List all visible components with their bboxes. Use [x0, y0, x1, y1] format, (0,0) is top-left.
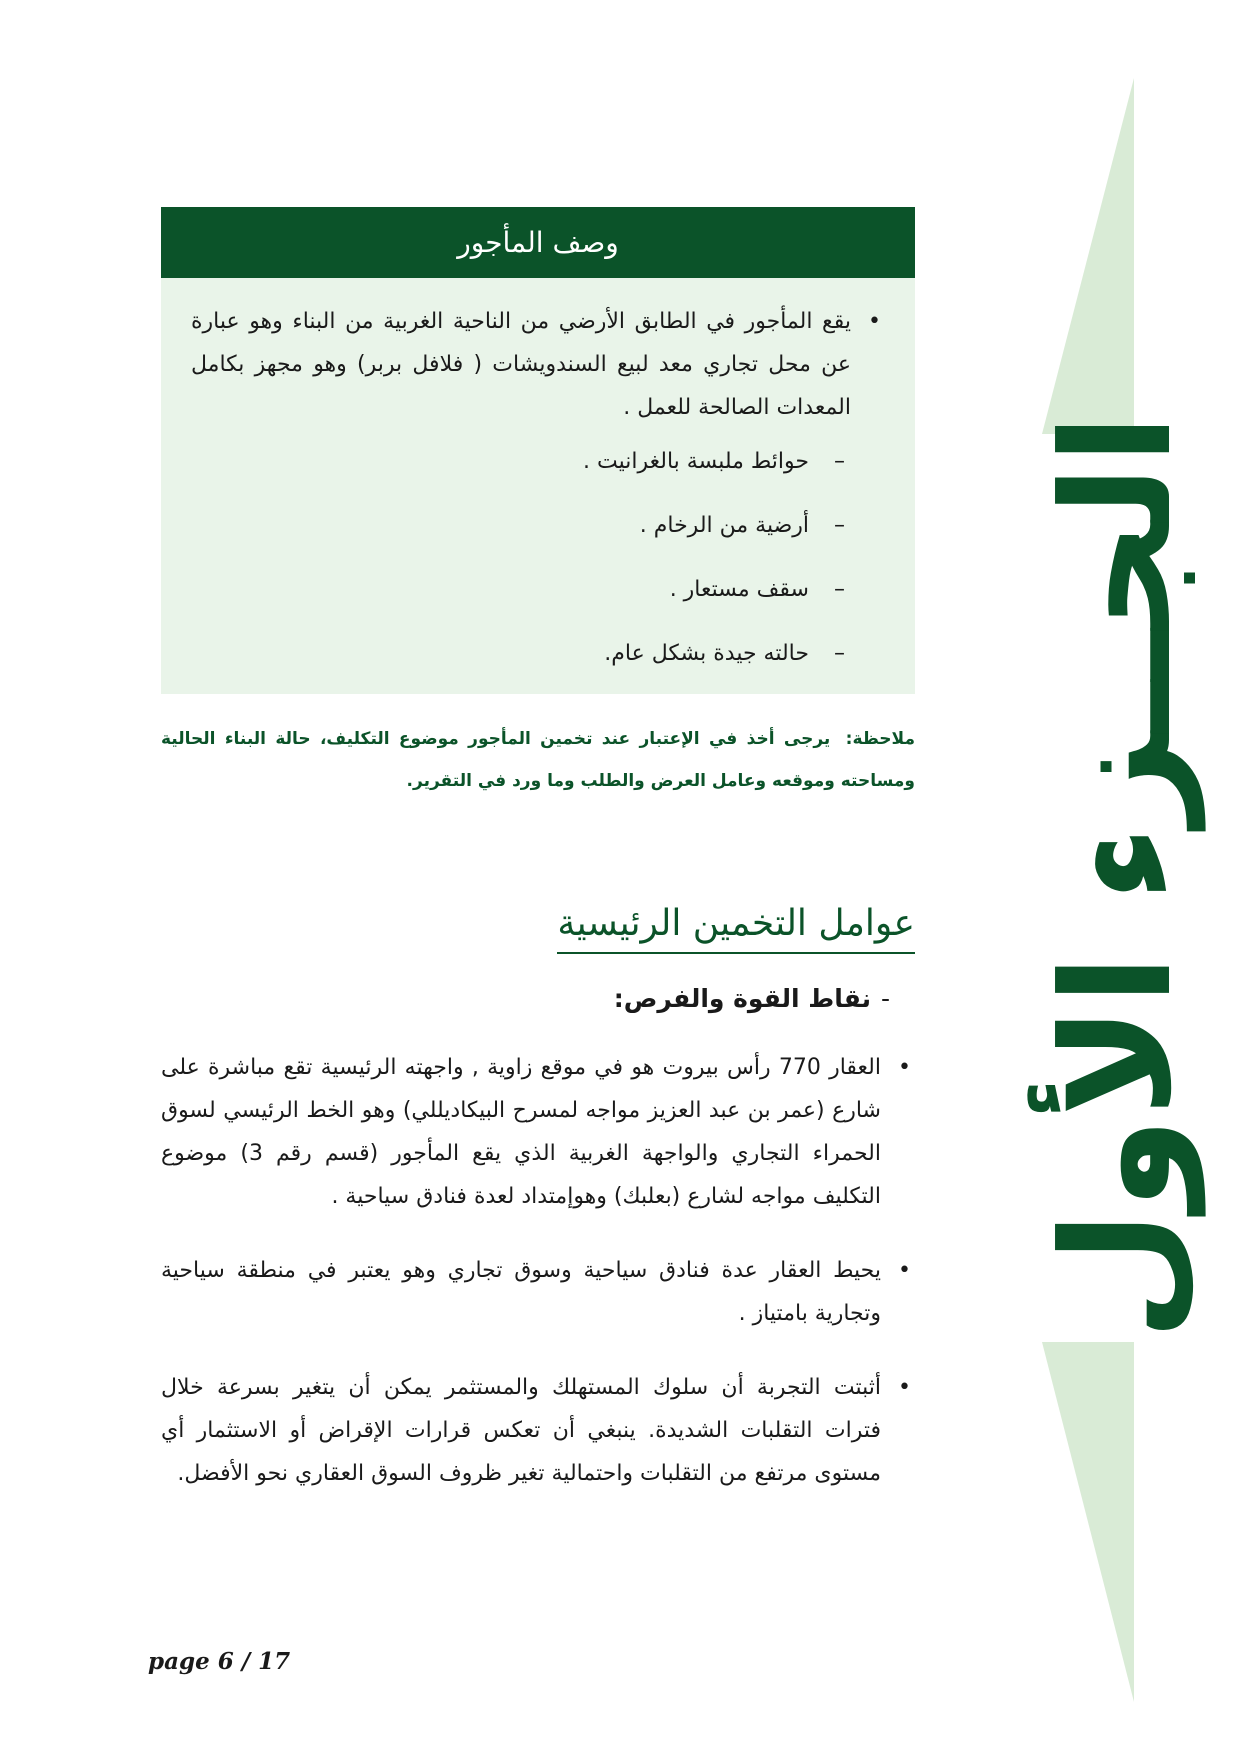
- strengths-list: [161, 1046, 915, 1526]
- dash-icon: –: [834, 449, 845, 474]
- dash-icon: –: [834, 513, 845, 538]
- feature-item: – سقف مستعار .: [191, 569, 885, 633]
- page-number: page 6 / 17: [148, 1648, 291, 1675]
- feature-item: – حالته جيدة بشكل عام.: [191, 633, 885, 697]
- strength-item: • أثبتت التجربة أن سلوك المستهلك والمستثمر يمكن أن يتغير بسرعة خلال فترات التقلبات الشديدة. ينبغي أن تعكس قرارات الإقراض أو الاستثمار أي مستوى مرتفع من التقلبات واحتمالية تغير ظروف السوق العقاري نحو الأفضل.: [161, 1366, 915, 1495]
- dash-icon: –: [834, 641, 845, 666]
- dash-icon: -: [880, 984, 890, 1013]
- top-triangle: [1042, 78, 1134, 434]
- bottom-triangle: [1042, 1342, 1134, 1702]
- section-side-title: الجــزء الأول: [1031, 413, 1205, 1341]
- feature-item: – أرضية من الرخام .: [191, 505, 885, 569]
- bullet-icon: •: [898, 1375, 911, 1400]
- valuation-factors-title: عوامل التخمين الرئيسية: [557, 903, 915, 954]
- description-paragraph: [191, 300, 885, 429]
- bullet-icon: •: [868, 309, 881, 334]
- bullet-icon: •: [898, 1055, 911, 1080]
- strength-item: • يحيط العقار عدة فنادق سياحية وسوق تجاري وهو يعتبر في منطقة سياحية وتجارية بامتياز .: [161, 1249, 915, 1335]
- note-text: يرجى أخذ في الإعتبار عند تخمين المأجور موضوع التكليف، حالة البناء الحالية ومساحته وموقعه وعامل العرض والطلب وما ورد في التقرير.: [161, 729, 915, 791]
- property-description-box: [161, 207, 915, 694]
- dash-icon: –: [834, 577, 845, 602]
- bullet-icon: •: [898, 1258, 911, 1283]
- strengths-subheading: -نقاط القوة والفرص:: [613, 984, 890, 1013]
- description-text: يقع المأجور في الطابق الأرضي من الناحية الغربية من البناء وهو عبارة عن محل تجاري معد لبيع السندويشات ( فلافل بربر) وهو مجهز بكامل المعدات الصالحة للعمل .: [191, 309, 851, 420]
- property-description-header: وصف المأجور: [161, 207, 915, 278]
- property-description-body: [161, 278, 915, 697]
- feature-item: – حوائط ملبسة بالغرانيت .: [191, 441, 885, 505]
- strength-item: • العقار 770 رأس بيروت هو في موقع زاوية , واجهته الرئيسية تقع مباشرة على شارع (عمر بن عبد العزيز مواجه لمسرح البيكاديللي) وهو الخط الرئيسي لسوق الحمراء التجاري والواجهة الغربية الذي يقع المأجور (قسم رقم 3) موضوع التكليف مواجه لشارع (بعلبك) وهوإمتداد لعدة فنادق سياحية .: [161, 1046, 915, 1218]
- features-list: [191, 441, 885, 697]
- note-label: ملاحظة:: [845, 729, 915, 749]
- note: [161, 718, 915, 802]
